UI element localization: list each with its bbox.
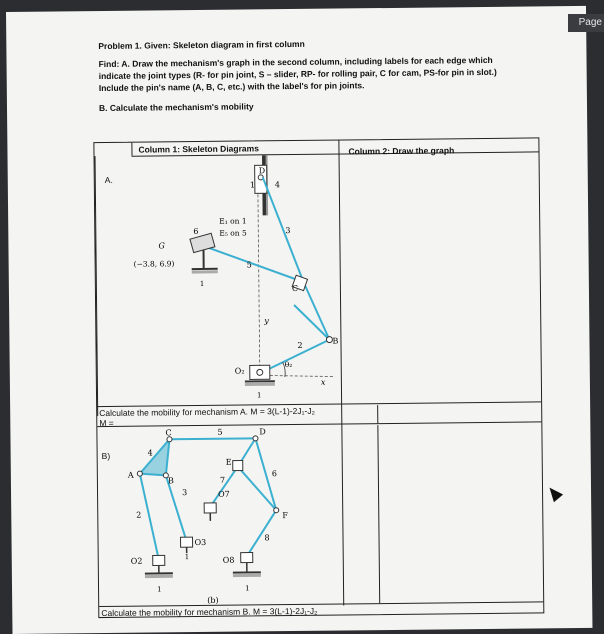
problem-title: Problem 1. Given: Skeleton diagram in first column: [98, 38, 305, 52]
label-e5: E₅ on 5: [219, 228, 247, 238]
label-o8: O8: [222, 555, 235, 565]
pivot-o7-block: [204, 503, 216, 513]
pivot-o3-block: [181, 537, 193, 547]
label-theta2: θ₂: [284, 360, 293, 370]
label-ground-b3: 1: [245, 584, 250, 593]
link-cb-upper: [294, 305, 329, 340]
worksheet-page: [6, 6, 592, 634]
label-x: x: [320, 377, 326, 387]
pin-d-b: [253, 436, 258, 441]
pin-e-b: [233, 461, 243, 471]
row-a-label: A.: [104, 174, 113, 185]
col1-header: Column 1: Skeleton Diagrams: [138, 143, 259, 155]
label-6-b: 6: [271, 469, 277, 479]
label-a-b: A: [127, 470, 134, 480]
mobility-b-prompt: Calculate the mobility for mechanism B. M = 3(L-1)-2J₁-J₂: [101, 605, 318, 619]
link-3: [263, 177, 304, 283]
label-y: y: [264, 316, 269, 326]
problem-table: [93, 137, 544, 618]
label-3-b: 3: [181, 488, 188, 498]
label-4-b: 4: [147, 448, 153, 458]
label-f-b: F: [282, 511, 288, 521]
col2-header: Column 2: Draw the graph: [348, 145, 455, 157]
label-7-b: 7: [219, 475, 226, 485]
ternary-link-abc: [139, 439, 169, 475]
label-c: C: [291, 283, 299, 294]
label-1-top: 1: [249, 180, 255, 190]
pivot-o2-block-b: [153, 555, 165, 565]
find-line-3: Include the pin's name (A, B, C, etc.) with the label's for pin joints.: [98, 80, 365, 94]
label-3: 3: [285, 226, 291, 236]
page-label: Page: [568, 14, 604, 32]
label-o2-b: O2: [130, 556, 143, 566]
skeleton-diagram-a: [133, 155, 342, 407]
pin-c-b: [167, 437, 172, 442]
y-axis-line: [258, 179, 260, 375]
pin-o2: [257, 369, 263, 375]
label-coord: (−3.8, 6.9): [133, 259, 175, 269]
col2-answer-box-b: [377, 425, 380, 603]
label-ground-b2: 1: [184, 553, 190, 562]
label-ground-1a: 1: [199, 279, 205, 288]
link-2-b: [140, 473, 159, 559]
label-d: D: [258, 166, 266, 176]
find-line-1: Find: A. Draw the mechanism's graph in the second column, including labels for each edge which: [98, 54, 493, 70]
label-5: 5: [246, 260, 252, 270]
mobility-a-answer: M =: [99, 417, 114, 429]
label-b-b: B: [167, 476, 174, 486]
label-ground-1b: 1: [256, 391, 262, 400]
label-4: 4: [274, 180, 280, 190]
pivot-o8-block: [241, 552, 253, 562]
label-o2: O₂: [234, 366, 245, 376]
part-b-heading: B. Calculate the mechanism's mobility: [98, 101, 254, 114]
row-b-label: B): [101, 450, 111, 462]
find-line-2: indicate the joint types (R- for pin joint, S – slider, RP- for rolling pair, C for cam, PS-for pin in slot.): [98, 66, 497, 82]
label-ground-b1: 1: [157, 585, 162, 594]
label-6: 6: [193, 226, 199, 237]
label-d-b: D: [259, 427, 266, 437]
caption-b: (b): [207, 595, 219, 605]
pin-a-b: [137, 471, 142, 476]
pin-f-b: [274, 508, 279, 513]
label-2-b: 2: [136, 510, 142, 520]
label-b: B: [332, 336, 339, 346]
label-o3: O3: [194, 537, 207, 548]
link-7-b: [210, 467, 238, 507]
label-e-b: E: [225, 457, 232, 467]
link-8-b: [246, 510, 276, 556]
label-e1: E₁ on 1: [219, 216, 247, 226]
label-2: 2: [297, 340, 303, 350]
label-8-b: 8: [264, 533, 270, 543]
link-cb: [304, 283, 330, 340]
mobility-a-prompt: Calculate the mobility for mechanism A. M = 3(L-1)-2J₁-J₂: [99, 405, 315, 419]
label-o7: O7: [218, 489, 230, 499]
col1-right-border-top: [338, 141, 339, 154]
label-c-b: C: [165, 428, 172, 438]
label-g: G: [158, 241, 165, 251]
row-label-border: [95, 156, 99, 416]
col1-left-border-top: [131, 143, 132, 156]
link-5-b: [169, 438, 255, 439]
col2-answer-box-a: [377, 405, 378, 423]
skeleton-diagram-b: [125, 426, 343, 608]
label-5-b: 5: [217, 427, 223, 437]
